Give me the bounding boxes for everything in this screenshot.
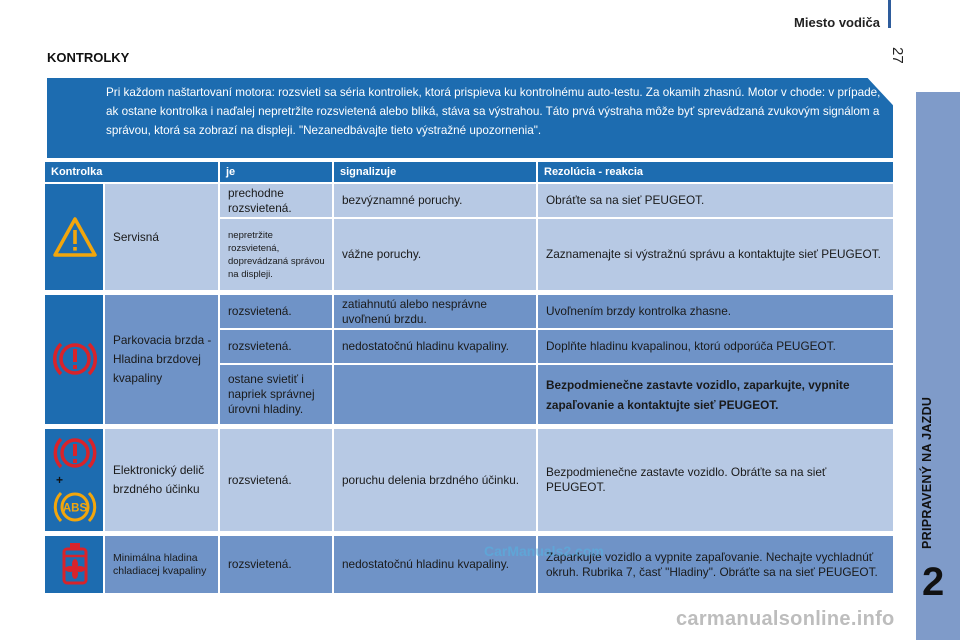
table-cell-je: rozsvietená. <box>220 330 332 363</box>
table-header-kontrolka: Kontrolka <box>45 162 218 182</box>
page-number: 27 <box>889 47 906 64</box>
table-header-signalizuje: signalizuje <box>334 162 536 182</box>
table-cell-reakcia: Doplňte hladinu kvapalinou, ktorú odporúča PEUGEOT. <box>538 330 893 363</box>
table-cell-reakcia: Obráťte sa na sieť PEUGEOT. <box>538 184 893 217</box>
table-cell-reakcia: Bezpodmienečne zastavte vozidlo, zaparkujte, vypnite zapaľovanie a kontaktujte sieť PEUGEOT. <box>538 365 893 424</box>
table-cell-signalizuje: zatiahnutú alebo nesprávne uvoľnenú brzdu. <box>334 295 536 328</box>
table-cell-reakcia: Uvoľnením brzdy kontrolka zhasne. <box>538 295 893 328</box>
table-header-je: je <box>220 162 332 182</box>
table-row-name: Elektronický delič brzdného účinku <box>105 429 218 531</box>
table-cell-signalizuje: vážne poruchy. <box>334 219 536 290</box>
table-cell-reakcia: Bezpodmienečne zastavte vozidlo. Obráťte sa na sieť PEUGEOT. <box>538 429 893 531</box>
table-cell-je: ostane svietiť i napriek správnej úrovni hladiny. <box>220 365 332 424</box>
table-cell-je: rozsvietená. <box>220 536 332 593</box>
table-cell-reakcia: Zaznamenajte si výstražnú správu a kontaktujte sieť PEUGEOT. <box>538 219 893 290</box>
chapter-number: 2 <box>922 560 945 604</box>
plus-sign: + <box>56 473 64 487</box>
table-row-name: Parkovacia brzda - Hladina brzdovej kvapaliny <box>105 295 218 424</box>
table-cell-signalizuje <box>334 365 536 424</box>
table-cell-je: rozsvietená. <box>220 295 332 328</box>
table-cell-signalizuje: nedostatočnú hladinu kvapaliny. <box>334 330 536 363</box>
brake-warning-icon <box>52 433 98 473</box>
service-warning-triangle-icon <box>52 216 98 258</box>
table-cell-signalizuje: nedostatočnú hladinu kvapaliny. <box>334 536 536 593</box>
header-accent-bar <box>888 0 891 28</box>
table-row-name: Servisná <box>105 184 218 290</box>
section-heading: KONTROLKY <box>47 50 130 65</box>
table-cell-signalizuje: poruchu delenia brzdného účinku. <box>334 429 536 531</box>
chapter-side-label: PRIPRAVENÝ NA JAZDU <box>920 396 934 549</box>
table-cell-signalizuje: bezvýznamné poruchy. <box>334 184 536 217</box>
footer-watermark: carmanualsonline.info <box>676 608 895 630</box>
table-cell-reakcia: Zaparkujte vozidlo a vypnite zapaľovanie. Nechajte vychladnúť okruh. Rubrika 7, časť "Hladiny". Obráťte sa na sieť PEUGEOT. <box>538 536 893 593</box>
table-header-reakcia: Rezolúcia - reakcia <box>538 162 893 182</box>
intro-text: Pri každom naštartovaní motora: rozsvieti sa séria kontroliek, ktorá prispieva ku kontrolnému auto-testu. Za okamih zhasnú. Motor v chode: v prípade, ak ostane kontrolka i naďalej nepretržite rozsvietená alebo bliká, stáva sa výstrahou. Táto prvá výstraha môže byť sprevádzaná zvukovým signálom a správou, ktorá sa zobrazí na displeji. "Nezanedbávajte tieto výstražné upozornenia". <box>106 86 881 137</box>
inline-watermark: CarManuals2.com <box>484 543 604 559</box>
table-row-name: Minimálna hladina chladiacej kvapaliny <box>105 536 218 593</box>
brake-warning-icon <box>52 338 98 380</box>
table-cell-je: prechodne rozsvietená. <box>220 184 332 217</box>
page-header-title: Miesto vodiča <box>794 15 880 30</box>
abs-icon <box>52 487 98 527</box>
side-tab-divider <box>913 92 916 640</box>
coolant-level-icon <box>61 542 89 586</box>
table-cell-je: rozsvietená. <box>220 429 332 531</box>
chapter-side-tab <box>913 92 960 640</box>
abs-icon-text: ABS <box>62 502 88 515</box>
table-cell-je: nepretržite rozsvietená, doprevádzaná správou na displeji. <box>220 219 332 290</box>
